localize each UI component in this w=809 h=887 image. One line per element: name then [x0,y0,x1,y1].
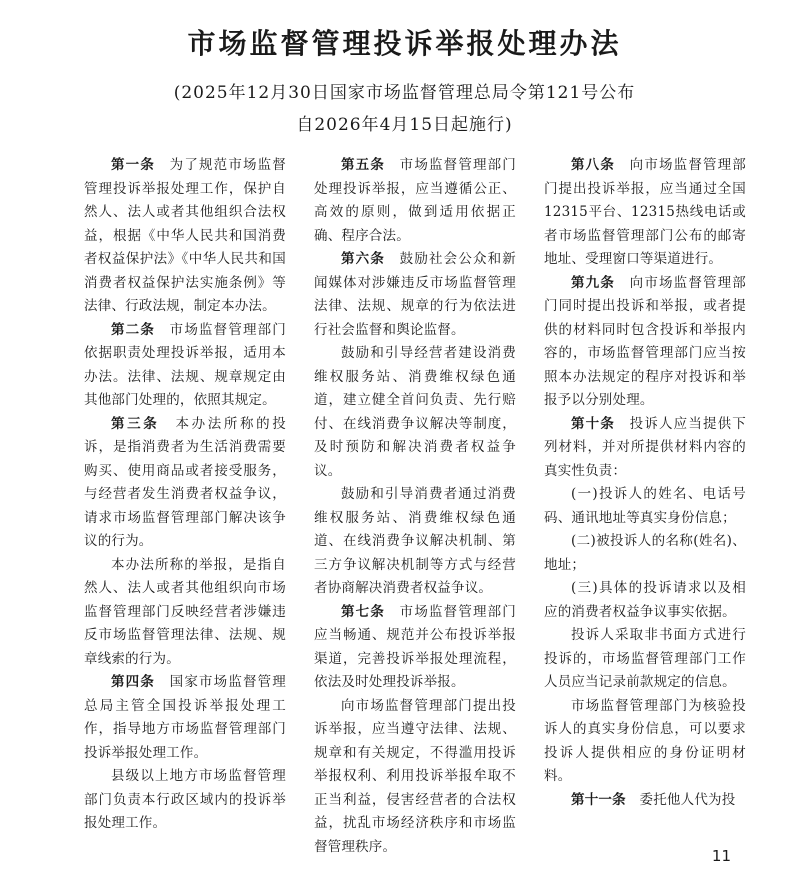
article-paragraph [544,413,746,484]
article-label: 第七条 [341,603,385,620]
article-paragraph [544,695,746,789]
article-text: 为了规范市场监督管理投诉举报处理工作，保护自然人、法人或者其他组织合法权益，根据《中华人民共和国消费者权益保护法》《中华人民共和国消费者权益保护法实施条例》等法律、行政法规，制定本办法。 [84,157,287,314]
article-paragraph [84,154,286,319]
article-text: 向市场监督管理部门提出投诉举报，应当遵守法律、法规、规章和有关规定，不得滥用投诉举报权利、利用投诉举报牟取不正当利益，侵害经营者的合法权益，扰乱市场经济秩序和市场监督管理秩序。 [314,697,516,855]
article-paragraph [84,671,286,765]
article-text: 市场监督管理部门依据职责处理投诉举报，适用本办法。法律、法规、规章规定由其他部门处理的，依照其规定。 [84,321,287,408]
article-label: 第十一条 [571,791,626,808]
article-paragraph [84,554,286,672]
text-column-1 [84,154,286,844]
article-paragraph [544,577,746,624]
text-column-2 [314,154,517,855]
text-column-3 [544,154,746,844]
article-text: 本办法所称的投诉，是指消费者为生活消费需要购买、使用商品或者接受服务，与经营者发生消费者权益争议，请求市场监督管理部门解决该争议的行为。 [84,415,286,549]
document-subtitle-line1: (2025年12月30日国家市场监督管理总局令第121号公布 [173,83,636,103]
document-subtitle-line2: 自2026年4月15日起施行) [296,115,513,135]
article-paragraph [544,624,746,695]
article-text: 鼓励和引导消费者通过消费维权服务站、消费维权绿色通道、在线消费争议解决机制、第三方争议解决机制等方式与经营者协商解决消费者权益争议。 [314,486,516,596]
article-text: 县级以上地方市场监督管理部门负责本行政区域内的投诉举报处理工作。 [84,768,286,831]
article-paragraph [84,765,286,836]
article-label: 第八条 [571,157,615,173]
article-text: 市场监督管理部门处理投诉举报，应当遵循公正、高效的原则，做到适用依据正确、程序合法。 [314,157,517,244]
article-paragraph [544,789,746,813]
article-paragraph [314,601,516,695]
article-text: 向市场监督管理部门提出投诉举报，应当通过全国12315平台、12315热线电话或者市场监督管理部门公布的邮寄地址、受理窗口等渠道进行。 [544,157,747,267]
article-text: 投诉人应当提供下列材料，并对所提供材料内容的真实性负责： [544,415,747,479]
article-paragraph [544,272,746,413]
page-number: 11 [711,847,731,865]
article-label: 第三条 [111,415,160,432]
article-text: 国家市场监督管理总局主管全国投诉举报处理工作，指导地方市场监督管理部门投诉举报处理工作。 [84,674,287,761]
article-paragraph [544,530,746,577]
article-text: 市场监督管理部门为核验投诉人的真实身份信息，可以要求投诉人提供相应的身份证明材料。 [544,697,746,784]
article-paragraph [314,154,516,248]
article-text: (二)被投诉人的名称(姓名)、地址； [544,533,746,573]
article-paragraph [544,483,746,530]
article-label: 第十条 [571,415,615,432]
article-paragraph [314,483,516,601]
article-paragraph [314,695,516,860]
article-text: (一)投诉人的姓名、电话号码、通讯地址等真实身份信息； [544,486,746,526]
article-paragraph [314,248,516,342]
article-text: 向市场监督管理部门同时提出投诉和举报，或者提供的材料同时包含投诉和举报内容的，市场监督管理部门应当按照本办法规定的程序对投诉和举报予以分别处理。 [544,274,747,408]
article-label: 第二条 [111,321,155,338]
article-paragraph [544,154,746,272]
article-paragraph [84,319,286,413]
article-paragraph [314,342,516,483]
article-label: 第一条 [111,157,155,173]
article-text: 投诉人采取非书面方式进行投诉的，市场监督管理部门工作人员应当记录前款规定的信息。 [544,627,746,690]
article-text: 委托他人代为投 [639,791,736,808]
article-paragraph [84,413,286,554]
article-label: 第六条 [341,251,385,267]
article-columns [84,154,747,855]
article-label: 第五条 [341,157,385,173]
article-text: 鼓励和引导经营者建设消费维权服务站、消费维权绿色通道，建立健全首问负责、先行赔付、在线消费争议解决等制度，及时预防和解决消费者权益争议。 [314,345,516,479]
article-text: 市场监督管理部门应当畅通、规范并公布投诉举报渠道，完善投诉举报处理流程，依法及时处理投诉举报。 [314,603,517,690]
article-text: (三)具体的投诉请求以及相应的消费者权益争议事实依据。 [544,580,746,620]
article-text: 本办法所称的举报，是指自然人、法人或者其他组织向市场监督管理部门反映经营者涉嫌违反市场监督管理法律、法规、规章线索的行为。 [84,556,286,667]
document-title: 市场监督管理投诉举报处理办法 [187,27,622,60]
article-label: 第四条 [111,674,155,690]
article-label: 第九条 [571,274,615,291]
article-text: 鼓励社会公众和新闻媒体对涉嫌违反市场监督管理法律、法规、规章的行为依法进行社会监督和舆论监督。 [314,251,517,338]
